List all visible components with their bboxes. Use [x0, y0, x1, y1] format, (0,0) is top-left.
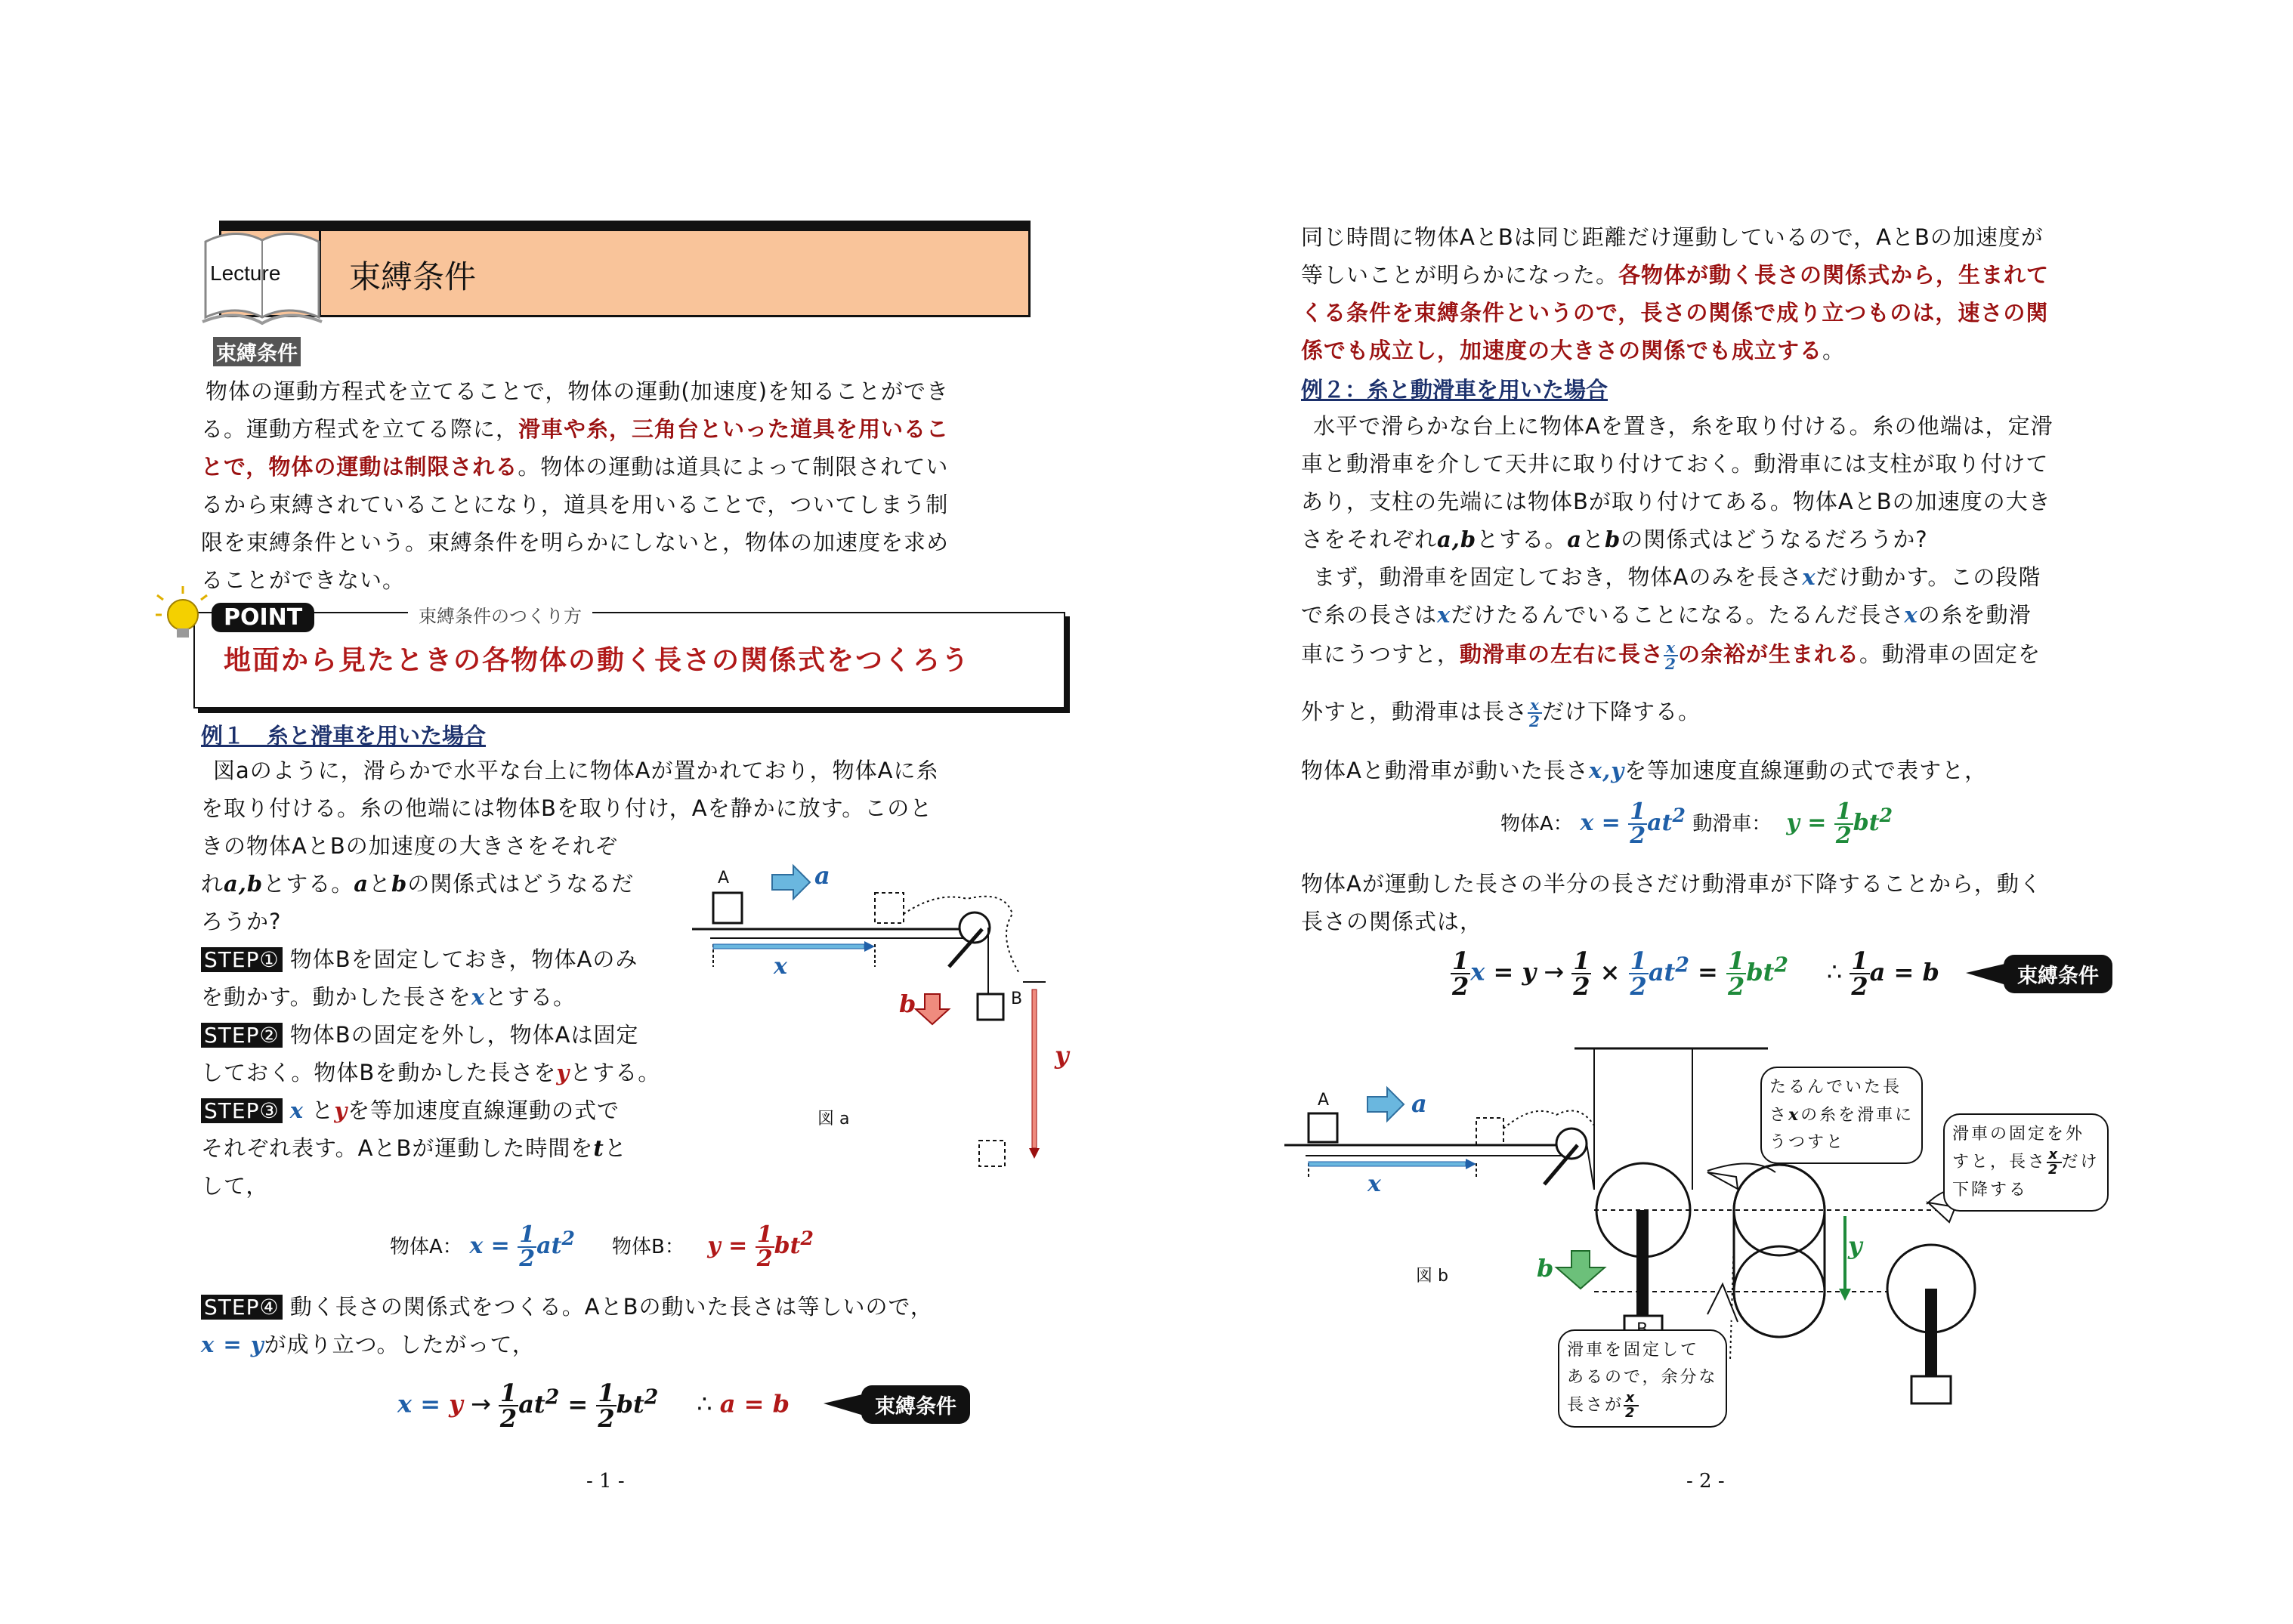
ex2-line-8 [1301, 693, 1701, 730]
eq-label: 動滑車： [1692, 813, 1772, 835]
ex2-line-11: 長さの関係式は， [1301, 909, 1483, 934]
intro-line-3 [201, 449, 948, 486]
intro-emphasis: 滑車や糸，三角台といった道具を用いるこ [518, 416, 950, 442]
text: 長さが [1567, 1396, 1624, 1415]
text: 等しいことが明らかになった。 [1301, 262, 1619, 288]
var-a: a [1567, 526, 1582, 552]
point-caption: 束縛条件のつくり方 [408, 601, 592, 628]
lecture-label: Lecture [210, 261, 281, 285]
fraction-x-over-2: $\frac{x}{2}$ [1529, 696, 1541, 730]
intro-line-6 [201, 562, 405, 599]
arrow: → [1544, 957, 1572, 986]
text: それぞれ表す。AとBが運動した時間を [201, 1135, 594, 1161]
step-1-line-2 [201, 979, 576, 1016]
intro-text: る。運動方程式を立てる際に， [201, 416, 519, 442]
constraint-badge-1: 束縛条件 [861, 1385, 970, 1424]
therefore: ∴ [666, 1389, 720, 1419]
eq-label: 物体A： [1500, 813, 1573, 835]
figure-b-label-x: x [1367, 1171, 1381, 1197]
lightbulb-icon [156, 585, 209, 653]
text: とする。 [1476, 526, 1568, 552]
ex2-line-2: 車と動滑車を介して天井に取り付けておく。動滑車には支柱が取り付けて [1301, 451, 2049, 477]
ex2-line-1: 水平で滑らかな台上に物体Aを置き，糸を取り付ける。糸の他端は，定滑 [1313, 413, 2054, 439]
intro-emphasis: とで，物体の運動は制限される [201, 454, 518, 480]
eq-part: $\frac{1}{2}$ [1452, 946, 1469, 1001]
example-1-line-2: を取り付ける。糸の他端には物体Bを取り付け，Aを静かに放す。このと [201, 795, 933, 821]
intro-text: 。物体の運動は道具によって制限されてい [518, 454, 949, 480]
eq-part: $\frac{1}{2}$ a = b [1851, 946, 1939, 1001]
var-x: x [1788, 1105, 1801, 1125]
text: とする。 [484, 984, 576, 1010]
callout-text: 滑車の固定を外 [1952, 1125, 2085, 1144]
eq-part: $\frac{1}{2}$ × [1573, 946, 1629, 1001]
text: しておく。物体Bを動かした長さを [201, 1060, 557, 1085]
text: と [311, 1098, 335, 1123]
var-ab: a,b [224, 871, 264, 897]
step-2-line-1 [201, 1017, 639, 1054]
var-b: b [391, 871, 408, 897]
var-x: x [1904, 602, 1918, 628]
eq-part: = y [1485, 957, 1537, 986]
text: で糸の長さは [1301, 602, 1438, 628]
example-1-line-4 [201, 866, 634, 903]
text: 物体Bの固定を外し，物体Aは固定 [289, 1022, 639, 1048]
intro-text: るから束縛されていることになり，道具を用いることで，ついてしまう制 [201, 492, 949, 517]
figure-a-label-b: b [899, 990, 916, 1018]
figure-b-caption: 図 b [1416, 1267, 1448, 1286]
text: とする。 [570, 1060, 661, 1085]
eq-part: a = b [719, 1389, 790, 1419]
eq-body: x = $\frac{1}{2}$ $at^2$ [469, 1221, 575, 1272]
intro-line-2 [201, 411, 949, 448]
ex2-line-6 [1301, 597, 2032, 634]
p2-line-2 [1301, 257, 2049, 294]
example-1-line-5: ろうか? [201, 909, 282, 934]
text: と [604, 1135, 627, 1161]
var-xy: x,y [1588, 758, 1625, 783]
eq-x-equals-y: x = y [201, 1332, 264, 1357]
fraction-x-over-2: $\frac{x}{2}$ [1625, 1390, 1637, 1421]
step-4-badge: STEP④ [201, 1295, 283, 1320]
var-y: y [556, 1060, 570, 1085]
text: と [369, 871, 392, 897]
text: 動く長さの関係式をつくる。AとBの動いた長さは等しいので， [289, 1294, 933, 1320]
equation-constraint-2 [1451, 946, 1939, 1001]
step-3-badge: STEP③ [201, 1098, 283, 1123]
text: 。 [1822, 338, 1846, 363]
ex2-line-4 [1301, 521, 1928, 558]
callout-slack-transfer [1760, 1067, 1923, 1164]
step-3-line-1 [201, 1092, 620, 1129]
intro-line-4 [201, 486, 948, 523]
var-x: x [471, 984, 485, 1010]
emphasis: 動滑車の左右に長さ [1460, 641, 1664, 667]
eq-part: = [1689, 957, 1726, 986]
var-ab: a,b [1437, 526, 1477, 552]
ex2-line-9 [1301, 752, 1987, 789]
text: だけたるんでいることになる。たるんだ長さ [1451, 602, 1905, 628]
figure-a-label-A: A [718, 869, 730, 888]
step-4-line-1 [201, 1289, 933, 1326]
text: だけ [2061, 1153, 2100, 1172]
title-banner [219, 221, 1031, 317]
page-number-2: - 2 - [1686, 1470, 1725, 1493]
text: さをそれぞれ [1301, 526, 1438, 552]
point-text: 地面から見たときの各物体の動く長さの関係式をつくろう [224, 645, 971, 676]
text: まず，動滑車を固定しておき，物体Aのみを長さ [1313, 564, 1803, 590]
var-x: x [1437, 602, 1451, 628]
callout-text: 滑車を固定して [1567, 1341, 1700, 1360]
var-x: x [289, 1098, 304, 1123]
step-1-line-1 [201, 941, 638, 978]
text: の糸を滑車に [1800, 1106, 1914, 1125]
step-4-line-2 [201, 1326, 535, 1363]
text: 。動滑車の固定を [1859, 641, 2041, 667]
example-1-line-1: 図aのように，滑らかで水平な台上に物体Aが置かれており，物体Aに糸 [213, 758, 939, 783]
callout-text: うつすと [1769, 1133, 1846, 1152]
constraint-badge-2: 束縛条件 [2004, 955, 2112, 993]
section-label: 束縛条件 [213, 337, 301, 366]
callout-text: 下降する [1952, 1181, 2029, 1199]
intro-line-5 [201, 524, 949, 561]
callout-text [1769, 1101, 1914, 1129]
callout-text [1952, 1148, 2100, 1177]
text: 物体Bを固定しておき，物体Aのみ [289, 946, 638, 972]
eq-body: y = $\frac{1}{2}$ $bt^2$ [1778, 798, 1893, 849]
equation-object-a [390, 1221, 575, 1272]
figure-a [688, 846, 1080, 1178]
figure-b-label-A: A [1318, 1091, 1330, 1110]
eq-part: $\frac{1}{2}$ $at^2$ = $\frac{1}{2}$ $bt^2$ [499, 1379, 659, 1433]
var-x: x [1802, 564, 1816, 590]
eq-label: 物体B： [612, 1236, 685, 1258]
text: を動かす。動かした長さを [201, 984, 471, 1010]
callout-fixed [1558, 1329, 1727, 1428]
fraction-x-over-2: $\frac{x}{2}$ [1665, 638, 1676, 673]
eq-part: x = [397, 1389, 450, 1419]
step-2-badge: STEP② [201, 1023, 283, 1048]
var-a: a [354, 871, 369, 897]
intro-line-1 [206, 373, 949, 410]
var-t: t [593, 1135, 604, 1161]
callout-text: あるので，余分な [1567, 1368, 1718, 1387]
ex2-line-10: 物体Aが運動した長さの半分の長さだけ動滑車が下降することから，動く [1301, 871, 2042, 897]
figure-b-label-a: a [1411, 1089, 1427, 1118]
p2-line-3: くる条件を束縛条件というので，長さの関係で成り立つものは，速さの関 [1301, 300, 2049, 326]
text: だけ下降する。 [1541, 699, 1701, 724]
figure-a-caption: 図 a [817, 1110, 850, 1128]
eq-part: y [449, 1389, 463, 1419]
emphasis: 各物体が動く長さの関係式から，生まれて [1618, 262, 2050, 288]
example-1-line-3: きの物体AとBの加速度の大きさをそれぞ [201, 833, 618, 859]
text: を等加速度直線運動の式で [348, 1098, 620, 1123]
text: と [1582, 526, 1605, 552]
var-y: y [334, 1098, 348, 1123]
equation-constraint-1 [397, 1381, 790, 1431]
eq-body: x = $\frac{1}{2}$ $at^2$ [1580, 798, 1686, 849]
text: 車にうつすと， [1301, 641, 1460, 667]
point-label: POINT [212, 603, 314, 632]
p2-line-1: 同じ時間に物体AとBは同じ距離だけ運動しているので，AとBの加速度が [1301, 224, 2044, 250]
therefore: ∴ [1796, 957, 1850, 986]
equation-a-and-pulley [1500, 798, 1893, 849]
var-b: b [1605, 526, 1621, 552]
text: すと，長さ [1952, 1153, 2047, 1172]
step-2-line-2 [201, 1054, 660, 1091]
text: が成り立つ。したがって， [264, 1332, 535, 1357]
figure-a-label-a: a [814, 861, 830, 890]
ex2-line-5 [1313, 559, 2041, 596]
figure-b-label-b: b [1537, 1254, 1554, 1283]
step-3-line-2 [201, 1130, 627, 1167]
page-number-1: - 1 - [586, 1470, 625, 1493]
text: の糸を動滑 [1918, 602, 2032, 628]
example-2-heading: 例２：糸と動滑車を用いた場合 [1301, 377, 1608, 403]
figure-a-label-y: y [1055, 1041, 1069, 1070]
emphasis: の余裕が生まれる [1677, 641, 1859, 667]
figure-a-label-x: x [774, 953, 787, 980]
text: の関係式はどうなるだろうか? [1621, 526, 1928, 552]
text: 外すと，動滑車は長さ [1301, 699, 1528, 724]
text: さ [1769, 1106, 1789, 1125]
callout-release [1943, 1113, 2109, 1212]
eq-label: 物体A： [390, 1236, 462, 1258]
figure-b-label-y: y [1848, 1231, 1862, 1260]
ex2-line-3: あり，支柱の先端には物体Bが取り付けてある。物体AとBの加速度の大き [1301, 489, 2051, 514]
emphasis: 係でも成立し，加速度の大きさの関係でも成立する [1301, 338, 1823, 363]
eq-part: $\frac{1}{2}$ $bt^2$ [1727, 946, 1788, 1001]
step-1-badge: STEP① [201, 947, 283, 972]
figure-a-label-B: B [1011, 990, 1023, 1008]
text: の関係式はどうなるだ [407, 871, 635, 897]
p2-line-4 [1301, 332, 1845, 369]
eq-part: x [1470, 957, 1485, 986]
ex2-line-7 [1301, 636, 2041, 673]
callout-text [1567, 1391, 1718, 1420]
example-1-heading: 例１ 糸と滑車を用いた場合 [201, 723, 487, 749]
arrow: → [470, 1389, 499, 1419]
fraction-x-over-2: $\frac{x}{2}$ [2048, 1147, 2060, 1178]
equation-object-b [612, 1221, 814, 1272]
page-title: 束縛条件 [349, 258, 477, 295]
callout-text: たるんでいた長 [1769, 1078, 1902, 1097]
text: 物体Aと動滑車が動いた長さ [1301, 758, 1589, 783]
step-3-line-3: して， [201, 1173, 269, 1199]
text: だけ動かす。この段階 [1816, 564, 2041, 590]
text: れ [201, 871, 224, 897]
intro-text: 限を束縛条件という。束縛条件を明らかにしないと，物体の加速度を求め [201, 529, 950, 555]
intro-text: 物体の運動方程式を立てることで，物体の運動(加速度)を知ることができ [206, 378, 950, 404]
intro-text: ることができない。 [201, 567, 406, 593]
text: とする。 [263, 871, 354, 897]
text: を等加速度直線運動の式で表すと， [1624, 758, 1988, 783]
eq-body: y = $\frac{1}{2}$ $bt^2$ [691, 1221, 814, 1272]
eq-part: $\frac{1}{2}$ $at^2$ [1630, 946, 1689, 1001]
